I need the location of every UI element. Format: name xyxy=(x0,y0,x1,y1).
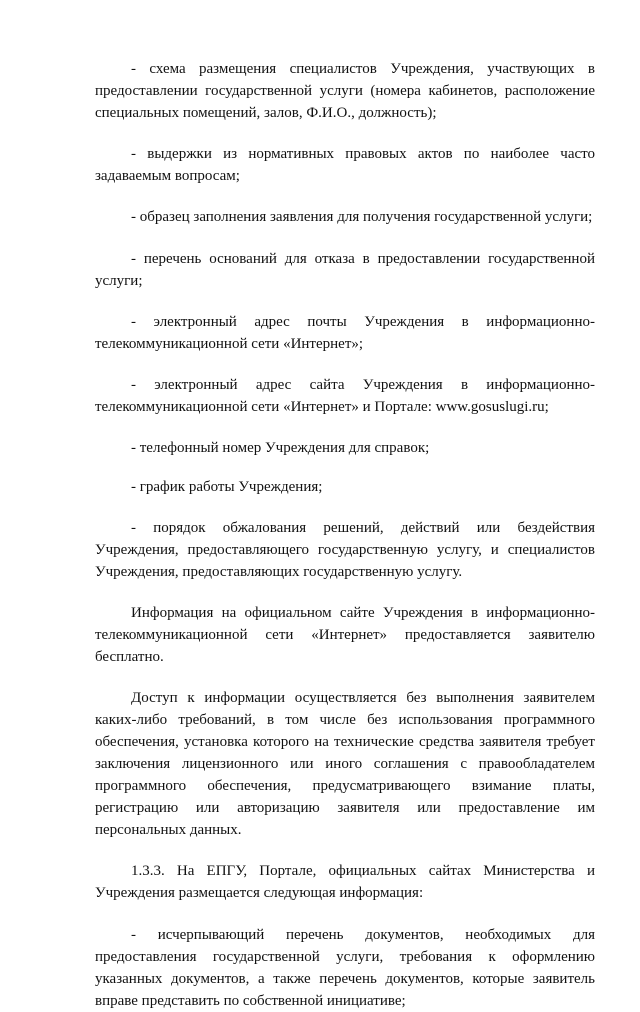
paragraph-access-conditions: Доступ к информации осуществляется без выполнения заявителем каких-либо требований, в том числе без использования программного обеспечения, установка которого на технические средства заявителя требует заключения лицензионного или иного соглашения с правообладателем программного обеспечения, предусматривающего взимание платы, регистрацию или авторизацию заявителя или предоставление им персональных данных. xyxy=(95,690,595,838)
paragraph-appeal-procedure: - порядок обжалования решений, действий или бездействия Учреждения, предоставляющего государственную услугу, и специалистов Учреждения, предоставляющих государственную услугу. xyxy=(95,520,595,580)
document-body xyxy=(95,58,595,1012)
paragraph-work-schedule: - график работы Учреждения; xyxy=(131,479,323,495)
paragraph-website-address: - электронный адрес сайта Учреждения в информационно-телекоммуникационной сети «Интернет» и Портале: www.gosuslugi.ru; xyxy=(95,377,595,415)
paragraph-application-sample: - образец заполнения заявления для получения государственной услуги; xyxy=(131,209,593,225)
paragraph-refusal-grounds: - перечень оснований для отказа в предоставлении государственной услуги; xyxy=(95,251,595,289)
paragraph-legal-excerpts: - выдержки из нормативных правовых актов по наиболее часто задаваемым вопросам; xyxy=(95,146,595,184)
paragraph-free-information: Информация на официальном сайте Учреждения в информационно-телекоммуникационной сети «Интернет» предоставляется заявителю бесплатно. xyxy=(95,605,595,665)
paragraph-documents-list: - исчерпывающий перечень документов, необходимых для предоставления государственной услуги, требования к оформлению указанных документов, а также перечень документов, которые заявитель вправе представить по собственной инициативе; xyxy=(95,927,595,1009)
paragraph-phone-number: - телефонный номер Учреждения для справок; xyxy=(131,440,430,456)
paragraph-email-address: - электронный адрес почты Учреждения в информационно-телекоммуникационной сети «Интернет»; xyxy=(95,314,595,352)
paragraph-specialists-layout: - схема размещения специалистов Учреждения, участвующих в предоставлении государственной услуги (номера кабинетов, расположение специальных помещений, залов, Ф.И.О., должность); xyxy=(95,61,595,121)
paragraph-section-1-3-3: 1.3.3. На ЕПГУ, Портале, официальных сайтах Министерства и Учреждения размещается следующая информация: xyxy=(95,863,595,901)
